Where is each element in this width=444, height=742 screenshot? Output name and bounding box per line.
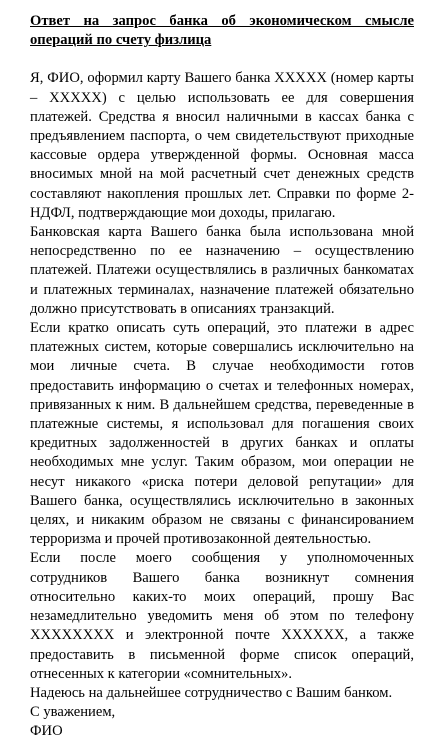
- regards-line: С уважением,: [30, 704, 116, 721]
- document-title: Ответ на запрос банка об экономическом смысле операций по счету физлица: [30, 13, 414, 49]
- signature: ФИО: [30, 723, 63, 740]
- closing-line: Надеюсь на дальнейшее сотрудничество с Вашим банком.: [30, 684, 393, 701]
- paragraph-card-usage: Банковская карта Вашего банка была использована мной непосредственно по ее назначению – осуществлению платежей. Платежи осуществлялись в различных банкоматах и платежных терминалах, назначение платежей обязательно должно присутствовать в описаниях транзакций.: [30, 224, 414, 317]
- paragraph-card-funding: Я, ФИО, оформил карту Вашего банка ХХХХХ (номер карты – ХХХХХ) с целью использовать ее для совершения платежей. Средства я вносил наличными в кассах банка с предъявлением паспорта, о чем свидетельствуют приходные кассовые ордера утвержденной формы. Основная масса вносимых мной на мой расчетный счет денежных средств составляют накопления прошлых лет. Справки по форме 2-НДФЛ, подтверждающие мои доходы, прилагаю.: [30, 70, 414, 221]
- paragraph-request-notification: Если после моего сообщения у уполномоченных сотрудников Вашего банка возникнут сомнения относительно каких-то моих операций, прошу Вас незамедлительно уведомить меня об этом по телефону ХХХХХХХХ и электронной почте ХХХХХХ, а также предоставить в письменной форме список операций, отнесенных к категории «сомнительных».: [30, 550, 414, 682]
- paragraph-operations-essence: Если кратко описать суть операций, это платежи в адрес платежных систем, которые совершались исключительно на мои личные счета. В случае необходимости готов предоставить информацию о счетах и телефонных номерах, привязанных к ним. В дальнейшем средства, переведенные в платежные системы, я использовал для погашения своих кредитных задолженностей в других банках и оплаты необходимых мне услуг. Таким образом, мои операции не несут никакого «риска потери деловой репутации» для Вашего банка, осуществлялись исключительно в законных целях, и никаким образом не связаны с финансированием терроризма и прочей противозаконной деятельностью.: [30, 320, 414, 548]
- letter-document: [30, 12, 414, 742]
